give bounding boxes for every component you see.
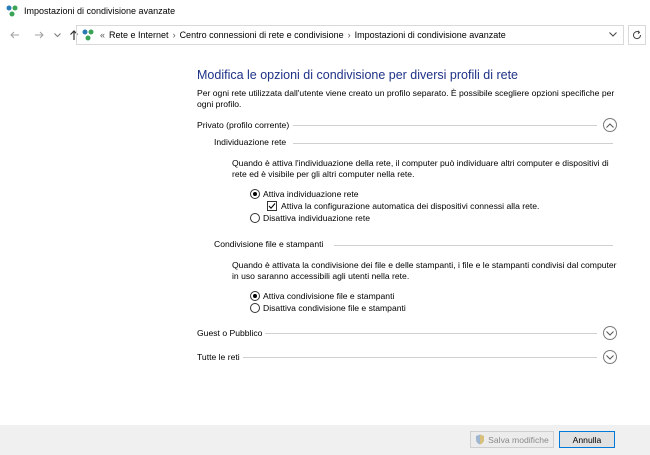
expand-chevron-icon[interactable]: [603, 350, 617, 364]
refresh-button[interactable]: [628, 25, 646, 45]
file-sharing-title: Condivisione file e stampanti: [214, 239, 324, 249]
section-private-header[interactable]: [197, 117, 617, 133]
breadcrumb-centro-connessioni[interactable]: Centro connessioni di rete e condivisione: [179, 30, 344, 40]
file-sharing-description: Quando è attivata la condivisione dei file e delle stampanti, i file e le stampanti condivisi dal computer in uso saranno accessibili agli utenti nella rete.: [232, 260, 617, 281]
address-bar[interactable]: [76, 25, 624, 45]
network-discovery-title: Individuazione rete: [214, 137, 287, 147]
breadcrumb-separator[interactable]: ›: [172, 30, 176, 40]
breadcrumb-overflow[interactable]: «: [100, 30, 106, 40]
network-discovery-on-label[interactable]: Attiva individuazione rete: [263, 189, 359, 199]
breadcrumb-separator[interactable]: ›: [347, 30, 351, 40]
divider: [293, 143, 613, 144]
radio-button[interactable]: [250, 213, 260, 223]
file-sharing-off-radio[interactable]: [250, 303, 406, 313]
arrow-right-icon[interactable]: [30, 26, 48, 44]
address-dropdown-icon[interactable]: [609, 29, 617, 39]
section-private-label: Privato (profilo corrente): [197, 120, 290, 130]
footer-bar: [0, 425, 650, 455]
checkbox[interactable]: [267, 201, 277, 211]
recent-locations-chevron-icon[interactable]: [51, 26, 63, 44]
cancel-button-label: Annulla: [572, 434, 602, 445]
collapse-chevron-icon[interactable]: [603, 118, 617, 132]
save-button-label: Salva modifiche: [488, 434, 549, 445]
arrow-left-icon[interactable]: [6, 26, 24, 44]
auto-config-label[interactable]: Attiva la configurazione automatica dei dispositivi connessi alla rete.: [281, 201, 540, 211]
breadcrumb-rete-internet[interactable]: Rete e Internet: [109, 30, 169, 40]
section-all-networks-label: Tutte le reti: [197, 352, 240, 362]
file-sharing-off-label[interactable]: Disattiva condivisione file e stampanti: [263, 303, 406, 313]
window-title: Impostazioni di condivisione avanzate: [24, 6, 176, 16]
network-discovery-off-label[interactable]: Disattiva individuazione rete: [263, 213, 371, 223]
intro-text: Per ogni rete utilizzata dall'utente viene creato un profilo separato. È possibile scegliere opzioni specifiche per ogni profilo.: [197, 88, 615, 109]
divider: [334, 245, 613, 246]
radio-button[interactable]: [250, 291, 260, 301]
title-bar: [0, 0, 650, 22]
refresh-icon: [632, 30, 642, 40]
radio-button[interactable]: [250, 303, 260, 313]
main-content: [0, 48, 650, 425]
divider: [243, 357, 597, 358]
save-button[interactable]: [470, 431, 554, 448]
breadcrumb-impostazioni[interactable]: Impostazioni di condivisione avanzate: [354, 30, 506, 40]
cancel-button[interactable]: [559, 431, 615, 448]
navigation-bar: [0, 22, 650, 48]
network-discovery-on-radio[interactable]: [250, 189, 359, 199]
uac-shield-icon: [475, 434, 485, 445]
network-icon: [80, 28, 96, 42]
section-guest-label: Guest o Pubblico: [197, 328, 263, 338]
file-sharing-on-label[interactable]: Attiva condivisione file e stampanti: [263, 291, 395, 301]
expand-chevron-icon[interactable]: [603, 326, 617, 340]
auto-config-checkbox[interactable]: [267, 201, 539, 211]
section-all-networks-header[interactable]: [197, 349, 617, 365]
radio-button[interactable]: [250, 189, 260, 199]
section-guest-header[interactable]: [197, 325, 617, 341]
file-sharing-on-radio[interactable]: [250, 291, 394, 301]
network-discovery-off-radio[interactable]: [250, 213, 370, 223]
divider: [265, 333, 597, 334]
network-icon: [5, 4, 19, 18]
network-discovery-description: Quando è attiva l'individuazione della rete, il computer può individuare altri computer e dispositivi di rete ed è visibile per gli altri computer nella rete.: [232, 158, 609, 179]
page-title: Modifica le opzioni di condivisione per diversi profili di rete: [197, 68, 518, 82]
divider: [293, 125, 597, 126]
